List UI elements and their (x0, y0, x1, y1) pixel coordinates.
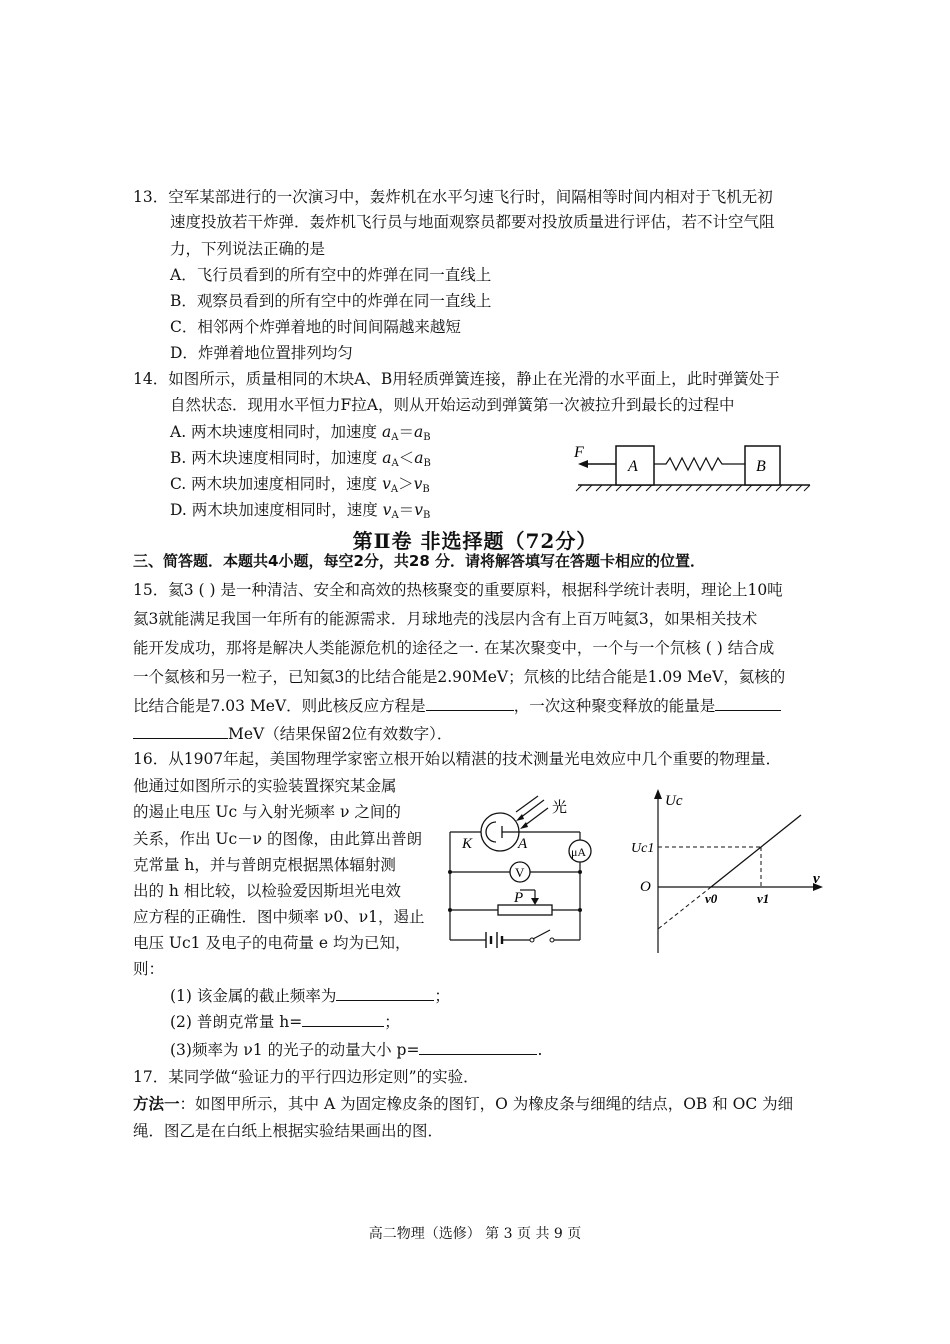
uc-frequency-graph (625, 783, 830, 958)
q16-sub1: (1) 该金属的截止频率为 ； (170, 987, 450, 1005)
q15-blank-equation[interactable] (426, 696, 514, 711)
block-b-label: B (756, 458, 766, 475)
q13-line3: 力，下列说法正确的是 (170, 240, 326, 258)
q16-side-line4: 克常量 h，并与普朗克根据黑体辐射测 (133, 856, 396, 874)
cathode-label: K (462, 836, 473, 852)
x-axis-label: ν (813, 871, 820, 887)
force-label: F (574, 444, 584, 461)
q15-line4: 一个氦核和另一粒子，已知氦3的比结合能是2.90MeV；氘核的比结合能是1.09 MeV，氦核的 (133, 668, 786, 686)
q16-side-line7: 电压 Uc1 及电子的电荷量 e 均为已知， (133, 934, 411, 952)
q16-side-line8: 则： (133, 960, 165, 978)
photoelectric-circuit (440, 790, 615, 950)
ground-hatch (576, 485, 810, 491)
q14-line2: 自然状态．现用水平恒力F拉A，则从开始运动到弹簧第一次被拉升到最长的过程中 (170, 396, 735, 414)
voltmeter-label: V (515, 865, 525, 880)
q15-line6: MeV（结果保留2位有效数字）． (133, 724, 452, 744)
light-label: 光 (552, 800, 568, 816)
q13-line1: 13．空军某部进行的一次演习中，轰炸机在水平匀速飞行时，间隔相等时间内相对于飞机无初 (133, 188, 773, 206)
q16-blank-planck[interactable] (302, 1012, 384, 1027)
q15-line3: 能开发成功，那将是解决人类能源危机的途径之一. 在某次聚变中，一个与一个氘核 ( ) 结合成 (133, 639, 775, 657)
spring-blocks-figure (570, 440, 820, 495)
light-rays (516, 796, 548, 826)
q13-option-c: C．相邻两个炸弹着地的时间间隔越来越短 (170, 318, 461, 336)
q16-sub2: (2) 普朗克常量 h= ； (170, 1013, 400, 1031)
q14-option-b: B. 两木块速度相同时，加速度 $a_A<a_B$ (170, 449, 431, 469)
q16-side-line6: 应方程的正确性．图中频率 ν0、ν1，遏止 (133, 908, 425, 926)
q13-option-b: B．观察员看到的所有空中的炸弹在同一直线上 (170, 292, 492, 310)
page-footer: 高二物理（选修） 第 3 页 共 9 页 (368, 1226, 582, 1242)
q17-line1: 17．某同学做“验证力的平行四边形定则”的实验． (133, 1068, 479, 1086)
q16-side-line3: 关系，作出 Uc－ν 的图像，由此算出普朗 (133, 830, 423, 848)
section3-heading: 三、简答题．本题共4小题，每空2分，共28 分．请将解答填写在答题卡相应的位置． (133, 552, 705, 570)
q16-blank-momentum[interactable] (419, 1040, 537, 1055)
spring (654, 458, 745, 470)
q17-line2: 方法一：如图甲所示，其中 A 为固定橡皮条的图钉，O 为橡皮条与细绳的结点，OB 和 OC 为细 (133, 1094, 794, 1113)
v0-label: ν0 (705, 891, 718, 906)
q13-line2: 速度投放若干炸弹．轰炸机飞行员与地面观察员都要对投放质量进行评估，若不计空气阻 (170, 213, 775, 231)
q15-line1: 15．氦3 ( ) 是一种清洁、安全和高效的热核聚变的重要原料，根据科学统计表明，理论上10吨 (133, 581, 783, 599)
q15-blank-energy-b[interactable] (133, 724, 228, 739)
q16-blank-cutoff[interactable] (336, 986, 434, 1001)
q14-line1: 14．如图所示，质量相同的木块A、B用轻质弹簧连接，静止在光滑的水平面上，此时弹簧处于 (133, 370, 780, 388)
v1-label: ν1 (757, 891, 770, 906)
origin-label: O (640, 879, 651, 895)
q13-option-a: A．飞行员看到的所有空中的炸弹在同一直线上 (170, 266, 492, 284)
part2-title: 第Ⅱ卷 非选择题（72分） (352, 529, 598, 553)
rheostat (498, 905, 552, 915)
q16-side-line1: 他通过如图所示的实验装置探究某金属 (133, 777, 397, 795)
cathode-plate (486, 822, 496, 842)
q16-line1: 16．从1907年起，美国物理学家密立根开始以精湛的技术测量光电效应中几个重要的物理量． (133, 750, 782, 768)
force-arrow-head (578, 460, 588, 468)
q15-line2: 氦3就能满足我国一年所有的能源需求．月球地壳的浅层内含有上百万吨氦3，如果相关技术 (133, 610, 758, 628)
block-a-label: A (628, 458, 638, 475)
microammeter-label: μA (571, 845, 587, 859)
q16-sub3: (3)频率为 ν1 的光子的动量大小 p= . (170, 1041, 543, 1059)
uc1-label: Uc1 (631, 841, 655, 856)
q16-side-line2: 的遏止电压 Uc 与入射光频率 ν 之间的 (133, 803, 401, 821)
anode-label: A (518, 836, 528, 852)
y-axis-label: Uc (665, 793, 683, 809)
uc-line (711, 815, 801, 887)
battery (486, 932, 502, 948)
q15-line5: 比结合能是7.03 MeV．则此核反应方程是 ，一次这种聚变释放的能量是 (133, 696, 781, 716)
q13-option-d: D．炸弹着地位置排列均匀 (170, 344, 353, 362)
q17-line3: 绳．图乙是在白纸上根据实验结果画出的图． (133, 1122, 444, 1140)
q16-side-line5: 出的 h 相比较，以检验爱因斯坦光电效 (133, 882, 401, 900)
uc-line-extension (658, 887, 711, 929)
q14-option-d: D. 两木块加速度相同时，速度 $v_A=v_B$ (170, 501, 431, 521)
switch (533, 930, 550, 939)
q14-option-c: C. 两木块加速度相同时，速度 $v_A>v_B$ (170, 475, 430, 495)
q14-option-a: A. 两木块速度相同时，加速度 $a_A=a_B$ (170, 423, 431, 443)
q15-blank-energy-a[interactable] (715, 696, 781, 711)
rheostat-label: P (514, 890, 524, 906)
